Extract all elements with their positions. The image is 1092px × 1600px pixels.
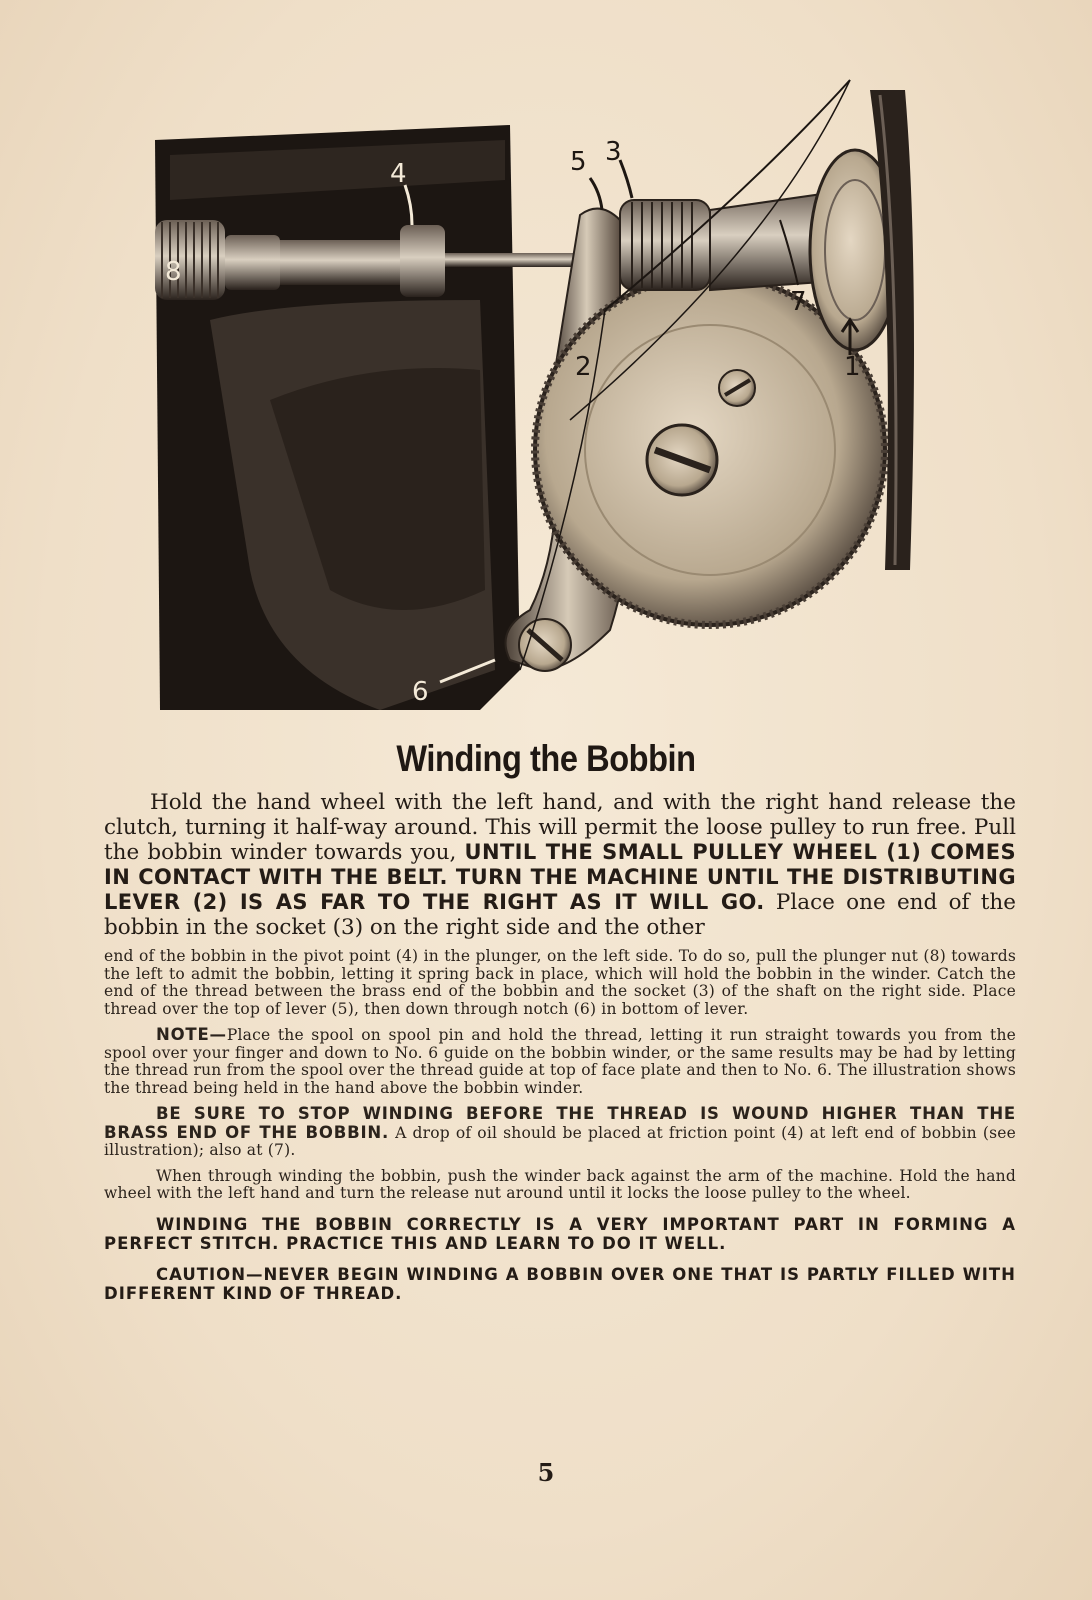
caution-paragraph: CAUTION—NEVER BEGIN WINDING A BOBBIN OVER ONE THAT IS PARTLY FILLED WITH DIFFERENT KIND OF THREAD. — [104, 1264, 1016, 1303]
intro-paragraph — [104, 790, 1016, 940]
label-2: 2 — [575, 352, 592, 382]
intro-text-cont: Place one end of the bobbin in the socket (3) on the right side and the other — [104, 890, 1016, 940]
page-number: 5 — [537, 1458, 555, 1487]
bobbin-winder-illustration — [150, 70, 950, 735]
label-8: 8 — [165, 257, 182, 287]
page-title: Winding the Bobbin — [396, 738, 696, 779]
be-sure-caps: BE SURE TO STOP WINDING BEFORE THE THREAD IS WOUND HIGHER THAN THE BRASS END OF THE BOBBIN. — [104, 1104, 1016, 1142]
bobbin-winder-engraving — [150, 70, 950, 735]
note-paragraph — [104, 1026, 1016, 1097]
instructions-body — [104, 790, 1016, 1303]
intro-text: Hold the hand wheel with the left hand, and with the right hand release the clutch, turning it half-way around. This will permit the loose pulley to run free. Pull the bobbin winder towards you, — [104, 790, 1016, 865]
label-5: 5 — [570, 147, 587, 177]
intro-caps-text: UNTIL THE SMALL PULLEY WHEEL (1) COMES IN CONTACT WITH THE BELT. TURN THE MACHINE UNTIL THE DISTRIBUTING LEVER (2) IS AS FAR TO THE RIGHT AS IT WILL GO. — [104, 840, 1016, 914]
label-4: 4 — [390, 159, 407, 189]
be-sure-paragraph — [104, 1105, 1016, 1160]
importance-paragraph: WINDING THE BOBBIN CORRECTLY IS A VERY IMPORTANT PART IN FORMING A PERFECT STITCH. PRACTICE THIS AND LEARN TO DO IT WELL. — [104, 1214, 1016, 1253]
label-1: 1 — [844, 352, 861, 382]
be-sure-text: A drop of oil should be placed at friction point (4) at left end of bobbin (see illustration); also at (7). — [104, 1123, 1016, 1159]
label-6: 6 — [412, 677, 429, 707]
note-text: Place the spool on spool pin and hold the thread, letting it run straight towards you from the spool over your finger and down to No. 6 guide on the bobbin winder, or the same results may be had by letting the thread run from the spool over the thread guide at top of face plate and then to No. 6. The illustration shows the thread being held in the hand above the bobbin winder. — [104, 1026, 1016, 1097]
label-3: 3 — [605, 137, 622, 167]
finish-paragraph: When through winding the bobbin, push the winder back against the arm of the machine. Hold the hand wheel with the left hand and turn the release nut around until it locks the loose pulley to the wheel. — [104, 1166, 1016, 1202]
label-7: 7 — [790, 287, 807, 317]
bobbin-instructions: end of the bobbin in the pivot point (4) in the plunger, on the left side. To do so, pull the plunger nut (8) towards the left to admit the bobbin, letting it spring back in place, which will hold the bobbin in the winder. Catch the end of the thread between the brass end of the bobbin and the socket (3) of the shaft on the right side. Place thread over the top of lever (5), then down through notch (6) in bottom of lever. — [104, 947, 1016, 1018]
note-label: NOTE— — [156, 1025, 227, 1044]
